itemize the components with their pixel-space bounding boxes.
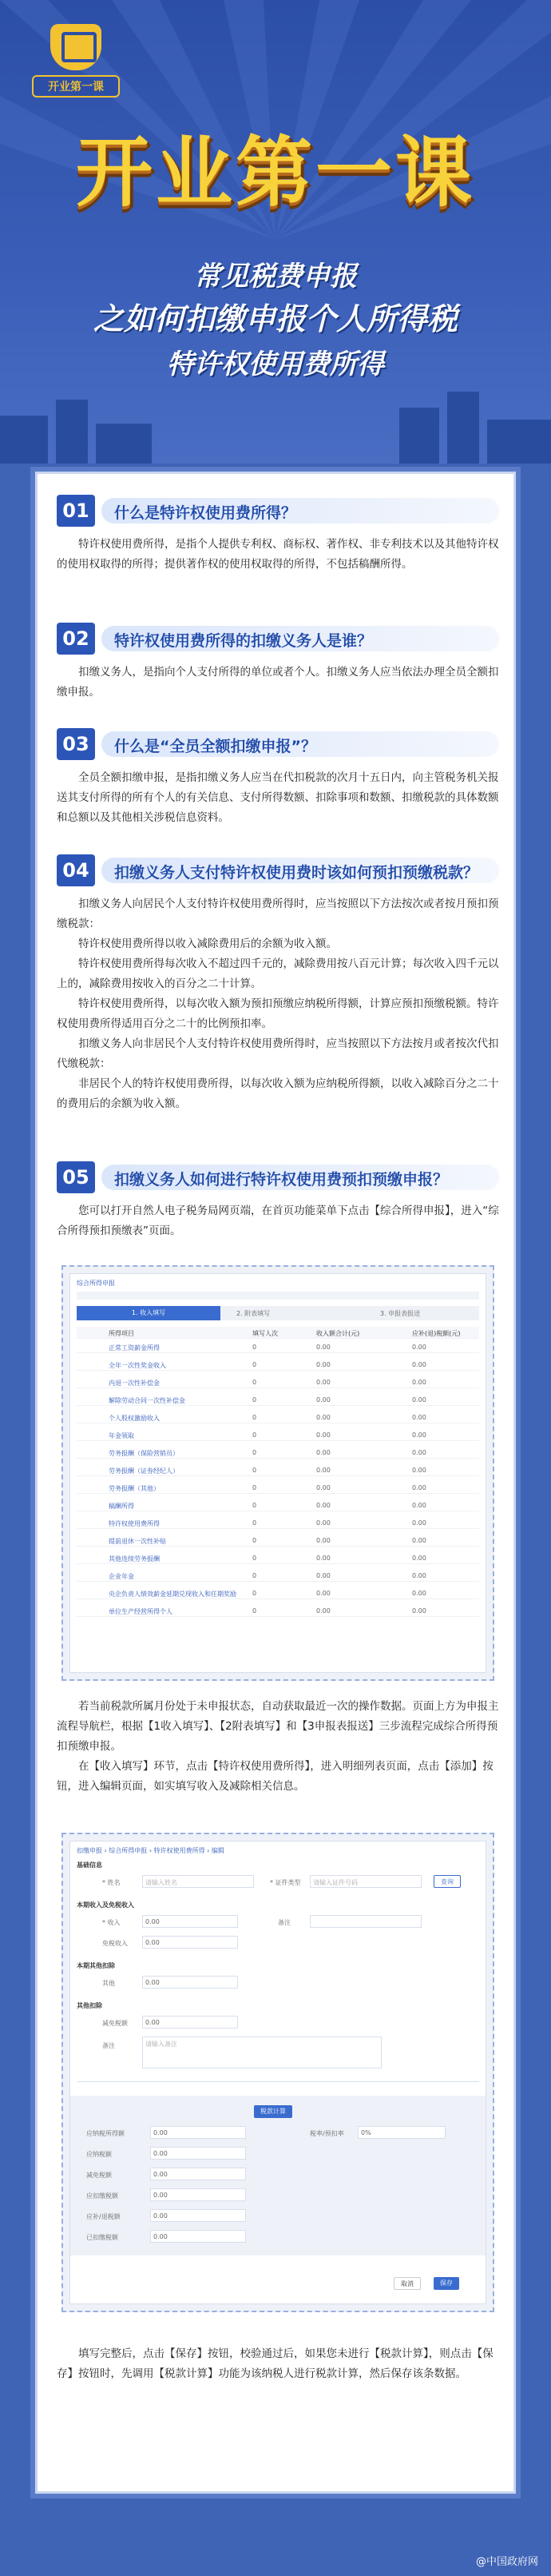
remark-label: 备注 — [278, 1919, 291, 1926]
calc-field-label: 减免税额 — [86, 2172, 112, 2179]
table-row[interactable] — [77, 1447, 479, 1459]
section-number: 02 — [57, 623, 95, 655]
cell-label[interactable]: 特许权使用费所得 — [109, 1520, 160, 1527]
cell-count: 0 — [252, 1449, 257, 1456]
cell-income: 0.00 — [316, 1607, 331, 1614]
cell-label[interactable]: 企业年金 — [109, 1573, 134, 1580]
cell-label[interactable]: 年金领取 — [109, 1432, 134, 1439]
section-number: 05 — [57, 1161, 95, 1193]
cell-tax: 0.00 — [412, 1537, 426, 1544]
col-income: 收入额合计(元) — [316, 1330, 360, 1337]
cell-count: 0 — [252, 1344, 257, 1351]
section-1 — [57, 495, 499, 575]
edit-window — [69, 1841, 486, 2304]
cell-label[interactable]: 央企负责人绩效薪金延期兑现收入和任期奖励 — [109, 1591, 236, 1598]
section-2 — [57, 623, 499, 703]
id-input[interactable]: 请输入证件号码 — [310, 1875, 422, 1888]
tab-comprehensive[interactable]: 综合所得申报 — [77, 1280, 115, 1287]
cell-label[interactable]: 其他连续劳务报酬 — [109, 1555, 160, 1563]
cell-income: 0.00 — [316, 1414, 331, 1421]
section-question: 什么是特许权使用费所得？ — [114, 504, 297, 522]
brand-logo — [32, 24, 120, 98]
cell-income: 0.00 — [316, 1361, 331, 1368]
cell-label[interactable]: 个人股权激励收入 — [109, 1415, 160, 1422]
cell-tax: 0.00 — [412, 1379, 426, 1386]
section-paragraph: 您可以打开自然人电子税务局网页端，在首页功能菜单下点击【综合所得申报】，进入“综合所得预扣预缴表”页面。 — [57, 1204, 499, 1237]
explanation-paragraph: 填写完整后，点击【保存】按钮，校验通过后，如果您未进行【税款计算】，则点击【保存】按钮时，先调用【税款计算】功能为该纳税人进行税款计算，然后保存该条数据。 — [57, 2347, 494, 2380]
cell-tax: 0.00 — [412, 1572, 426, 1579]
cell-tax: 0.00 — [412, 1555, 426, 1562]
cell-tax: 0.00 — [412, 1519, 426, 1527]
explanation-2 — [57, 2344, 499, 2384]
book-icon — [50, 24, 101, 70]
note-label: 备注 — [102, 2042, 115, 2049]
section-paragraph: 扣缴义务人向非居民个人支付特许权使用费所得时，应当按照以下方法按月或者按次代扣代缴税款： — [57, 1037, 499, 1070]
query-button[interactable]: 查询 — [434, 1875, 461, 1888]
table-row[interactable] — [77, 1411, 479, 1423]
subtitle-1: 常见税费申报 — [194, 261, 357, 293]
section-3 — [57, 728, 499, 828]
cell-tax: 0.00 — [412, 1361, 426, 1368]
subtitle-2: 之如何扣缴申报个人所得税 — [93, 301, 458, 336]
cell-count: 0 — [252, 1519, 257, 1527]
calculate-button[interactable]: 税款计算 — [254, 2105, 292, 2118]
watermark: @中国政府网 — [475, 2556, 538, 2568]
declaration-window — [69, 1273, 486, 1673]
section-header — [57, 1161, 499, 1193]
section-paragraph: 特许权使用费所得每次收入不超过四千元的，减除费用按八百元计算；每次收入四千元以上的，减除费用按收入的百分之二十计算。 — [57, 958, 499, 990]
cell-count: 0 — [252, 1414, 257, 1421]
step-3[interactable]: 3. 申报表报送 — [380, 1310, 421, 1317]
section-paragraph: 特许权使用费所得以收入减除费用后的余额为收入额。 — [78, 938, 337, 950]
calc-field-input[interactable]: 0.00 — [150, 2168, 246, 2180]
section-paragraph: 全员全额扣缴申报，是指扣缴义务人应当在代扣税款的次月十五日内，向主管税务机关报送其支付所得的所有个人的有关信息、支付所得数额、扣除事项和数额、扣缴税款的具体数额和总额以及其他相关涉税信息资料。 — [57, 771, 499, 824]
cell-income: 0.00 — [316, 1379, 331, 1386]
cell-income: 0.00 — [316, 1396, 331, 1403]
cell-count: 0 — [252, 1502, 257, 1509]
footer — [0, 2510, 551, 2576]
cell-income: 0.00 — [316, 1590, 331, 1597]
calc-field-input[interactable]: 0.00 — [150, 2230, 246, 2243]
id-type-label: * 证件类型 — [270, 1879, 301, 1886]
breadcrumb-item[interactable]: 特许权使用费所得 — [153, 1847, 205, 1854]
cell-income: 0.00 — [316, 1519, 331, 1527]
cell-count: 0 — [252, 1484, 257, 1491]
cell-count: 0 — [252, 1537, 257, 1544]
reduction-input[interactable]: 0.00 — [142, 2016, 238, 2029]
section-paragraph: 特许权使用费所得，是指个人提供专利权、商标权、著作权、非专利技术以及其他特许权的使用权取得的所得；提供著作权的使用权取得的所得，不包括稿酬所得。 — [57, 538, 499, 571]
calc-area — [70, 2096, 486, 2255]
cell-income: 0.00 — [316, 1572, 331, 1579]
step-bar — [77, 1306, 479, 1320]
section-question: 特许权使用费所得的扣缴义务人是谁？ — [114, 632, 373, 650]
deduction-section-label: 本期其他扣除 — [77, 1962, 115, 1969]
cell-count: 0 — [252, 1467, 257, 1474]
main-title: 开业第一课 — [76, 128, 475, 217]
cell-label[interactable]: 正常工资薪金所得 — [109, 1344, 160, 1352]
step-1[interactable]: 1. 收入填写 — [77, 1306, 220, 1320]
section-5 — [57, 1161, 499, 1241]
cell-tax: 0.00 — [412, 1344, 426, 1351]
table-row[interactable] — [77, 1587, 479, 1599]
cell-tax: 0.00 — [412, 1484, 426, 1491]
section-paragraph: 特许权使用费所得，以每次收入额为预扣预缴应纳税所得额，计算应预扣预缴税额。特许权使用费所得适用百分之二十的比例预扣率。 — [57, 997, 499, 1030]
section-question: 扣缴义务人支付特许权使用费时该如何预扣预缴税款？ — [114, 864, 479, 882]
cell-income: 0.00 — [316, 1467, 331, 1474]
screenshot-declaration-table — [61, 1265, 494, 1681]
city-skyline — [0, 392, 551, 464]
section-header — [57, 623, 499, 655]
income-label: * 收入 — [102, 1919, 121, 1926]
cell-tax: 0.00 — [412, 1414, 426, 1421]
section-question: 什么是“全员全额扣缴申报”？ — [114, 738, 316, 755]
table-header — [77, 1327, 479, 1339]
rate-input[interactable]: 0% — [358, 2126, 446, 2139]
basic-info-label: 基础信息 — [77, 1861, 102, 1869]
calc-field-label: 应扣缴税额 — [86, 2192, 118, 2200]
subtitle-3: 特许权使用费所得 — [167, 348, 384, 380]
cell-income: 0.00 — [316, 1537, 331, 1544]
cell-count: 0 — [252, 1572, 257, 1579]
content-panel — [35, 472, 516, 2494]
breadcrumb-item[interactable]: 综合所得申报 — [109, 1847, 148, 1854]
col-count: 填写人次 — [252, 1330, 278, 1337]
cell-label[interactable]: 内退一次性补偿金 — [109, 1380, 160, 1387]
reduction-label: 减免税额 — [102, 2020, 128, 2027]
table-row[interactable] — [77, 1376, 479, 1388]
tax-free-label: 免税收入 — [102, 1940, 128, 1947]
cell-count: 0 — [252, 1431, 257, 1439]
tax-section-label: 其他扣除 — [77, 2002, 102, 2009]
calc-field-label: 应补/退税额 — [86, 2213, 121, 2220]
income-section-label: 本期收入及免税收入 — [77, 1901, 134, 1909]
cell-label[interactable]: 提前退休一次性补贴 — [109, 1538, 166, 1545]
cell-income: 0.00 — [316, 1344, 331, 1351]
table-row[interactable] — [77, 1570, 479, 1582]
cell-tax: 0.00 — [412, 1467, 426, 1474]
divider — [77, 2081, 479, 2082]
section-number: 04 — [57, 854, 95, 886]
section-4 — [57, 854, 499, 1114]
breadcrumb: 扣缴申报 › 综合所得申报 › 特许权使用费所得 › 编辑 — [77, 1847, 224, 1854]
cell-label[interactable]: 劳务报酬（其他） — [109, 1485, 160, 1492]
table-row[interactable] — [77, 1482, 479, 1494]
cell-label[interactable]: 解除劳动合同一次性补偿金 — [109, 1397, 185, 1404]
table-row[interactable] — [77, 1499, 479, 1511]
cancel-button[interactable]: 取消 — [394, 2277, 421, 2290]
cell-tax: 0.00 — [412, 1607, 426, 1614]
cell-label[interactable]: 劳务报酬（保险营销员） — [109, 1450, 179, 1457]
cell-label[interactable]: 稿酬所得 — [109, 1503, 134, 1510]
breadcrumb-item[interactable]: 扣缴申报 — [77, 1847, 102, 1854]
section-paragraph: 扣缴义务人，是指向个人支付所得的单位或者个人。扣缴义务人应当依法办理全员全额扣缴申报。 — [57, 666, 499, 699]
cell-income: 0.00 — [316, 1502, 331, 1509]
cell-label[interactable]: 劳务报酬（证券经纪人） — [109, 1467, 179, 1475]
cell-count: 0 — [252, 1555, 257, 1562]
remark-input[interactable] — [310, 1915, 422, 1928]
col-item: 所得项目 — [109, 1330, 134, 1337]
cell-tax: 0.00 — [412, 1396, 426, 1403]
cell-tax: 0.00 — [412, 1502, 426, 1509]
table-row[interactable] — [77, 1517, 479, 1529]
table-row[interactable] — [77, 1429, 479, 1441]
section-header — [57, 854, 499, 886]
cell-income: 0.00 — [316, 1484, 331, 1491]
table-row[interactable] — [77, 1394, 479, 1406]
explanation-paragraph: 若当前税款所属月份处于未申报状态，自动获取最近一次的操作数据。页面上方为申报主流程导航栏，根据【1收入填写】、【2附表填写】和【3申报表报送】三步流程完成综合所得预扣预缴申报。 — [57, 1700, 499, 1753]
breadcrumb-item: 编辑 — [211, 1847, 224, 1854]
cell-income: 0.00 — [316, 1431, 331, 1439]
cell-count: 0 — [252, 1590, 257, 1597]
col-tax: 应补(退)税额(元) — [412, 1330, 461, 1337]
cell-income: 0.00 — [316, 1449, 331, 1456]
table-row[interactable] — [77, 1341, 479, 1353]
cell-label[interactable]: 全年一次性奖金收入 — [109, 1362, 166, 1369]
step-2[interactable]: 2. 附表填写 — [236, 1310, 271, 1317]
cell-count: 0 — [252, 1396, 257, 1403]
explanation-1 — [57, 1697, 499, 1797]
name-label: * 姓名 — [102, 1879, 121, 1886]
calc-field-label: 应纳税额 — [86, 2151, 112, 2158]
section-header — [57, 728, 499, 760]
other-label: 其他 — [102, 1980, 115, 1987]
save-button[interactable]: 保存 — [434, 2277, 459, 2290]
calc-field-input[interactable]: 0.00 — [150, 2188, 246, 2201]
brand-name: 开业第一课 — [32, 75, 120, 98]
section-question: 扣缴义务人如何进行特许权使用费预扣预缴申报？ — [114, 1171, 449, 1188]
income-input[interactable]: 0.00 — [142, 1915, 238, 1928]
table-row[interactable] — [77, 1359, 479, 1371]
cell-count: 0 — [252, 1607, 257, 1614]
explanation-paragraph: 在【收入填写】环节，点击【特许权使用费所得】，进入明细列表页面，点击【添加】按钮，进入编辑页面，如实填写收入及减除相关信息。 — [57, 1760, 494, 1793]
cell-label[interactable]: 单位生产经营所得个人 — [109, 1608, 172, 1615]
screenshot-edit-form — [61, 1833, 494, 2312]
section-header — [57, 495, 499, 527]
calc-field-label: 已扣缴税额 — [86, 2234, 118, 2241]
hero-banner — [0, 0, 551, 464]
section-number: 01 — [57, 495, 95, 527]
section-paragraph: 非居民个人的特许权使用费所得，以每次收入额为应纳税所得额，以收入减除百分之二十的费用后的余额为收入额。 — [57, 1077, 499, 1110]
calc-field-input[interactable]: 0.00 — [150, 2126, 246, 2139]
table-row[interactable] — [77, 1464, 479, 1476]
table-row[interactable] — [77, 1605, 479, 1617]
calc-field-input[interactable]: 0.00 — [150, 2147, 246, 2160]
cell-count: 0 — [252, 1379, 257, 1386]
calc-field-input[interactable]: 0.00 — [150, 2209, 246, 2222]
section-number: 03 — [57, 728, 95, 760]
note-textarea[interactable]: 请输入备注 — [142, 2037, 382, 2068]
cell-tax: 0.00 — [412, 1590, 426, 1597]
rate-label: 税率/预扣率 — [310, 2130, 344, 2137]
filter-bar — [77, 1292, 479, 1300]
other-input[interactable]: 0.00 — [142, 1976, 238, 1989]
section-paragraph: 扣缴义务人向居民个人支付特许权使用费所得时，应当按照以下方法按次或者按月预扣预缴税款： — [57, 898, 499, 930]
table-row[interactable] — [77, 1535, 479, 1547]
cell-count: 0 — [252, 1361, 257, 1368]
tax-free-input[interactable]: 0.00 — [142, 1936, 238, 1949]
cell-tax: 0.00 — [412, 1431, 426, 1439]
name-input[interactable]: 请输入姓名 — [142, 1875, 254, 1888]
cell-tax: 0.00 — [412, 1449, 426, 1456]
calc-field-label: 应纳税所得额 — [86, 2130, 125, 2137]
cell-income: 0.00 — [316, 1555, 331, 1562]
table-row[interactable] — [77, 1552, 479, 1564]
